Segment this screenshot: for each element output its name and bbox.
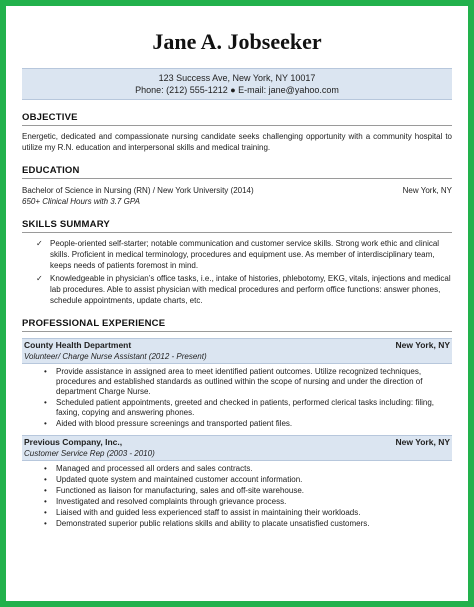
list-item	[44, 508, 452, 518]
bullet-text: Provide assistance in assigned area to meet identified patient outcomes. Utilize recognized techniques, procedures and established standards as outlined within the scope of nursing and under the direction of department Charge Nurse.	[56, 367, 423, 396]
job-bullets	[22, 367, 452, 429]
list-item	[44, 419, 452, 429]
bullet-text: Scheduled patient appointments, greeted and checked in patients, performed clerical tasks including: filing, faxing, copying and answering phones.	[56, 398, 435, 417]
list-item	[44, 367, 452, 397]
job-header	[22, 338, 452, 351]
list-item	[44, 464, 452, 474]
skill-item	[36, 273, 452, 306]
check-icon: ✓	[36, 239, 43, 248]
bullet-icon: •	[44, 367, 47, 376]
candidate-name: Jane A. Jobseeker	[152, 29, 322, 54]
objective-text: Energetic, dedicated and compassionate nursing candidate seeks challenging opportunity with a community hospital to utilize my R.N. education and interpersonal skills and medical training.	[22, 132, 452, 152]
bullet-icon: •	[44, 497, 47, 506]
bullet-icon: •	[44, 508, 47, 517]
bullet-icon: •	[44, 486, 47, 495]
bullet-icon: •	[44, 398, 47, 407]
list-item	[44, 475, 452, 485]
bullet-text: Updated quote system and maintained customer account information.	[56, 475, 303, 484]
education-detail: 650+ Clinical Hours with 3.7 GPA	[22, 197, 140, 206]
job-company: County Health Department	[24, 340, 132, 350]
bullet-icon: •	[44, 419, 47, 428]
skill-text: Knowledgeable in physician’s office tasks, i.e., intake of histories, phlebotomy, EKG, vitals, injections and medical lab procedures. Able to assist physician with medical procedures and perform office functions: answer phones, schedule appointments, update charts, etc.	[50, 274, 451, 305]
degree: Bachelor of Science in Nursing (RN) / New York University (2014)	[22, 186, 254, 195]
job-entry	[22, 338, 452, 429]
experience-heading: PROFESSIONAL EXPERIENCE	[22, 318, 452, 332]
job-entry	[22, 435, 452, 529]
bullet-text: Functioned as liaison for manufacturing, sales and off-site warehouse.	[56, 486, 304, 495]
education-location: New York, NY	[402, 186, 452, 195]
skills-list	[22, 238, 452, 306]
list-item	[44, 398, 452, 418]
job-header	[22, 435, 452, 448]
bullet-text: Aided with blood pressure screenings and transported patient files.	[56, 419, 293, 428]
bullet-text: Demonstrated superior public relations skills and ability to placate unsatisfied customers.	[56, 519, 370, 528]
skill-item	[36, 238, 452, 271]
job-role: Volunteer/ Charge Nurse Assistant (2012 - Present)	[22, 351, 452, 364]
resume-page	[22, 14, 452, 597]
list-item	[44, 486, 452, 496]
bullet-icon: •	[44, 519, 47, 528]
objective-heading: OBJECTIVE	[22, 112, 452, 126]
bullet-text: Liaised with and guided less experienced staff to assist in maintaining their workloads.	[56, 508, 361, 517]
list-item	[44, 497, 452, 507]
job-role: Customer Service Rep (2003 - 2010)	[22, 448, 452, 461]
job-location: New York, NY	[395, 340, 450, 350]
job-bullets	[22, 464, 452, 529]
bullet-text: Managed and processed all orders and sales contracts.	[56, 464, 253, 473]
education-heading: EDUCATION	[22, 165, 452, 179]
phone-email-line: Phone: (212) 555-1212 ● E-mail: jane@yahoo.com	[135, 85, 339, 95]
skill-text: People-oriented self-starter; notable communication and customer service skills. Strong work ethic and clinical skills. Proficient in medical terminology, procedures and equipment use. As member of interdisciplinary team, keeps needs of patients foremost in mind.	[50, 239, 440, 270]
job-location: New York, NY	[395, 437, 450, 447]
bullet-icon: •	[44, 464, 47, 473]
address-line: 123 Success Ave, New York, NY 10017	[158, 73, 316, 83]
skills-heading: SKILLS SUMMARY	[22, 219, 452, 233]
bullet-icon: •	[44, 475, 47, 484]
job-company: Previous Company, Inc.,	[24, 437, 123, 447]
contact-box	[22, 68, 452, 100]
list-item	[44, 519, 452, 529]
bullet-text: Investigated and resolved complaints through grievance process.	[56, 497, 287, 506]
check-icon: ✓	[36, 274, 43, 283]
education-row	[22, 185, 452, 196]
